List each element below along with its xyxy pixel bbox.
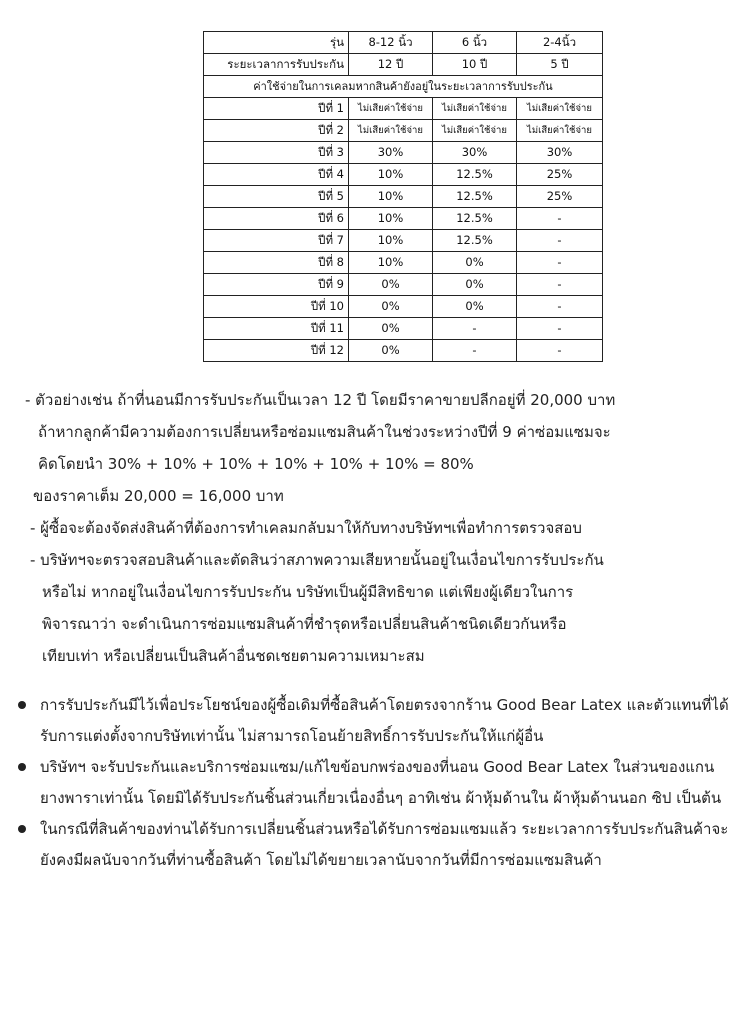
claim-cost-cell: ไม่เสียค่าใช้จ่าย: [433, 120, 517, 142]
table-row: [204, 164, 603, 186]
year-label: ปีที่ 12: [204, 340, 349, 362]
table-row: [204, 98, 603, 120]
table-row: [204, 296, 603, 318]
table-row: [204, 186, 603, 208]
claim-cost-cell: 10%: [349, 186, 433, 208]
list-item: [18, 752, 730, 814]
claim-cost-cell: ไม่เสียค่าใช้จ่าย: [517, 120, 603, 142]
warranty-period-row: [204, 54, 603, 76]
bullet-text: ในกรณีที่สินค้าของท่านได้รับการเปลี่ยนชิ้นส่วนหรือได้รับการซ่อมแซมแล้ว ระยะเวลาการรับประกันสินค้าจะยังคงมีผลนับจากวันที่ท่านซื้อสินค้า โดยไม่ได้ขยายเวลานับจากวันที่มีการซ่อมแซมสินค้า: [40, 820, 729, 869]
header-col: 8-12 นิ้ว: [349, 32, 433, 54]
claim-cost-cell: 0%: [349, 340, 433, 362]
year-label: ปีที่ 4: [204, 164, 349, 186]
claim-cost-cell: 0%: [349, 296, 433, 318]
claim-cost-cell: 30%: [517, 142, 603, 164]
claim-cost-cell: -: [517, 252, 603, 274]
bullet-dot-icon: [18, 825, 26, 833]
table-row: [204, 340, 603, 362]
table-row: [204, 208, 603, 230]
table-row: [204, 274, 603, 296]
bullet-text: การรับประกันมีไว้เพื่อประโยชน์ของผู้ซื้อเดิมที่ซื้อสินค้าโดยตรงจากร้าน Good Bear Latex และตัวแทนที่ได้รับการแต่งตั้งจากบริษัทเท่านั้น ไม่สามารถโอนย้ายสิทธิ์การรับประกันให้แก่ผู้อื่น: [40, 696, 729, 745]
claim-cost-cell: -: [433, 318, 517, 340]
claim-cost-cell: 0%: [433, 274, 517, 296]
example-line-2: ถ้าหากลูกค้ามีความต้องการเปลี่ยนหรือซ่อมแซมสินค้าในช่วงระหว่างปีที่ 9 ค่าซ่อมแซมจะ: [38, 423, 611, 441]
warranty-period-value: 10 ปี: [433, 54, 517, 76]
claim-cost-cell: -: [517, 274, 603, 296]
warranty-period-value: 5 ปี: [517, 54, 603, 76]
year-label: ปีที่ 9: [204, 274, 349, 296]
year-label: ปีที่ 5: [204, 186, 349, 208]
claim-cost-cell: -: [517, 208, 603, 230]
year-label: ปีที่ 7: [204, 230, 349, 252]
year-label: ปีที่ 11: [204, 318, 349, 340]
claim-cost-cell: 0%: [433, 252, 517, 274]
claim-cost-cell: -: [517, 296, 603, 318]
claim-cost-cell: 10%: [349, 252, 433, 274]
year-label: ปีที่ 3: [204, 142, 349, 164]
claim-cost-cell: -: [433, 340, 517, 362]
claim-cost-cell: 12.5%: [433, 186, 517, 208]
claim-cost-cell: 10%: [349, 208, 433, 230]
claim-cost-cell: ไม่เสียค่าใช้จ่าย: [433, 98, 517, 120]
header-col: 6 นิ้ว: [433, 32, 517, 54]
claim-cost-cell: -: [517, 230, 603, 252]
warranty-table: [203, 31, 603, 362]
claim-cost-cell: -: [517, 340, 603, 362]
table-row: [204, 230, 603, 252]
year-label: ปีที่ 1: [204, 98, 349, 120]
table-row: [204, 318, 603, 340]
warranty-period-label: ระยะเวลาการรับประกัน: [204, 54, 349, 76]
table-row: [204, 252, 603, 274]
claim-cost-cell: 12.5%: [433, 164, 517, 186]
claim-cost-cell: 25%: [517, 186, 603, 208]
claim-cost-cell: 25%: [517, 164, 603, 186]
list-item: [18, 814, 730, 876]
note-line-1: - ผู้ซื้อจะต้องจัดส่งสินค้าที่ต้องการทำเคลมกลับมาให้กับทางบริษัทฯเพื่อทำการตรวจสอบ: [30, 519, 582, 537]
table-row: [204, 142, 603, 164]
note-line-5: เทียบเท่า หรือเปลี่ยนเป็นสินค้าอื่นชดเชยตามความเหมาะสม: [42, 647, 425, 665]
note-line-4: พิจารณาว่า จะดำเนินการซ่อมแซมสินค้าที่ชำรุดหรือเปลี่ยนสินค้าชนิดเดียวกันหรือ: [42, 615, 567, 633]
table-subheader: ค่าใช้จ่ายในการเคลมหากสินค้ายังอยู่ในระยะเวลาการรับประกัน: [204, 76, 603, 98]
bullet-list: [18, 690, 730, 876]
table-row: [204, 120, 603, 142]
year-label: ปีที่ 6: [204, 208, 349, 230]
claim-cost-cell: 12.5%: [433, 208, 517, 230]
note-line-3: หรือไม่ หากอยู่ในเงื่อนไขการรับประกัน บริษัทเป็นผู้มีสิทธิขาด แต่เพียงผู้เดียวในการ: [42, 583, 574, 601]
header-col: 2-4นิ้ว: [517, 32, 603, 54]
example-line-3: คิดโดยนำ 30% + 10% + 10% + 10% + 10% + 10% = 80%: [38, 455, 474, 473]
claim-cost-cell: ไม่เสียค่าใช้จ่าย: [349, 120, 433, 142]
claim-cost-cell: 12.5%: [433, 230, 517, 252]
bullet-text: บริษัทฯ จะรับประกันและบริการซ่อมแซม/แก้ไขข้อบกพร่องของที่นอน Good Bear Latex ในส่วนของแกนยางพาราเท่านั้น โดยมิได้รับประกันชิ้นส่วนเกี่ยวเนื่องอื่นๆ อาทิเช่น ผ้าหุ้มด้านใน ผ้าหุ้มด้านนอก ซิป เป็นต้น: [40, 758, 722, 807]
year-label: ปีที่ 2: [204, 120, 349, 142]
claim-cost-cell: 10%: [349, 230, 433, 252]
claim-cost-cell: -: [517, 318, 603, 340]
table-subheader-row: [204, 76, 603, 98]
header-label: รุ่น: [204, 32, 349, 54]
claim-cost-cell: 0%: [349, 318, 433, 340]
table-header-row: [204, 32, 603, 54]
claim-cost-cell: 30%: [349, 142, 433, 164]
claim-cost-cell: 0%: [433, 296, 517, 318]
note-line-2: - บริษัทฯจะตรวจสอบสินค้าและตัดสินว่าสภาพความเสียหายนั้นอยู่ในเงื่อนไขการรับประกัน: [30, 551, 604, 569]
claim-cost-cell: 30%: [433, 142, 517, 164]
example-line-4: ของราคาเต็ม 20,000 = 16,000 บาท: [33, 487, 284, 505]
claim-cost-cell: 10%: [349, 164, 433, 186]
list-item: [18, 690, 730, 752]
claim-cost-cell: ไม่เสียค่าใช้จ่าย: [349, 98, 433, 120]
year-label: ปีที่ 10: [204, 296, 349, 318]
claim-cost-cell: 0%: [349, 274, 433, 296]
bullet-dot-icon: [18, 763, 26, 771]
bullet-dot-icon: [18, 701, 26, 709]
claim-cost-cell: ไม่เสียค่าใช้จ่าย: [517, 98, 603, 120]
example-line-1: - ตัวอย่างเช่น ถ้าที่นอนมีการรับประกันเป็นเวลา 12 ปี โดยมีราคาขายปลีกอยู่ที่ 20,000 บาท: [25, 391, 616, 409]
warranty-period-value: 12 ปี: [349, 54, 433, 76]
year-label: ปีที่ 8: [204, 252, 349, 274]
